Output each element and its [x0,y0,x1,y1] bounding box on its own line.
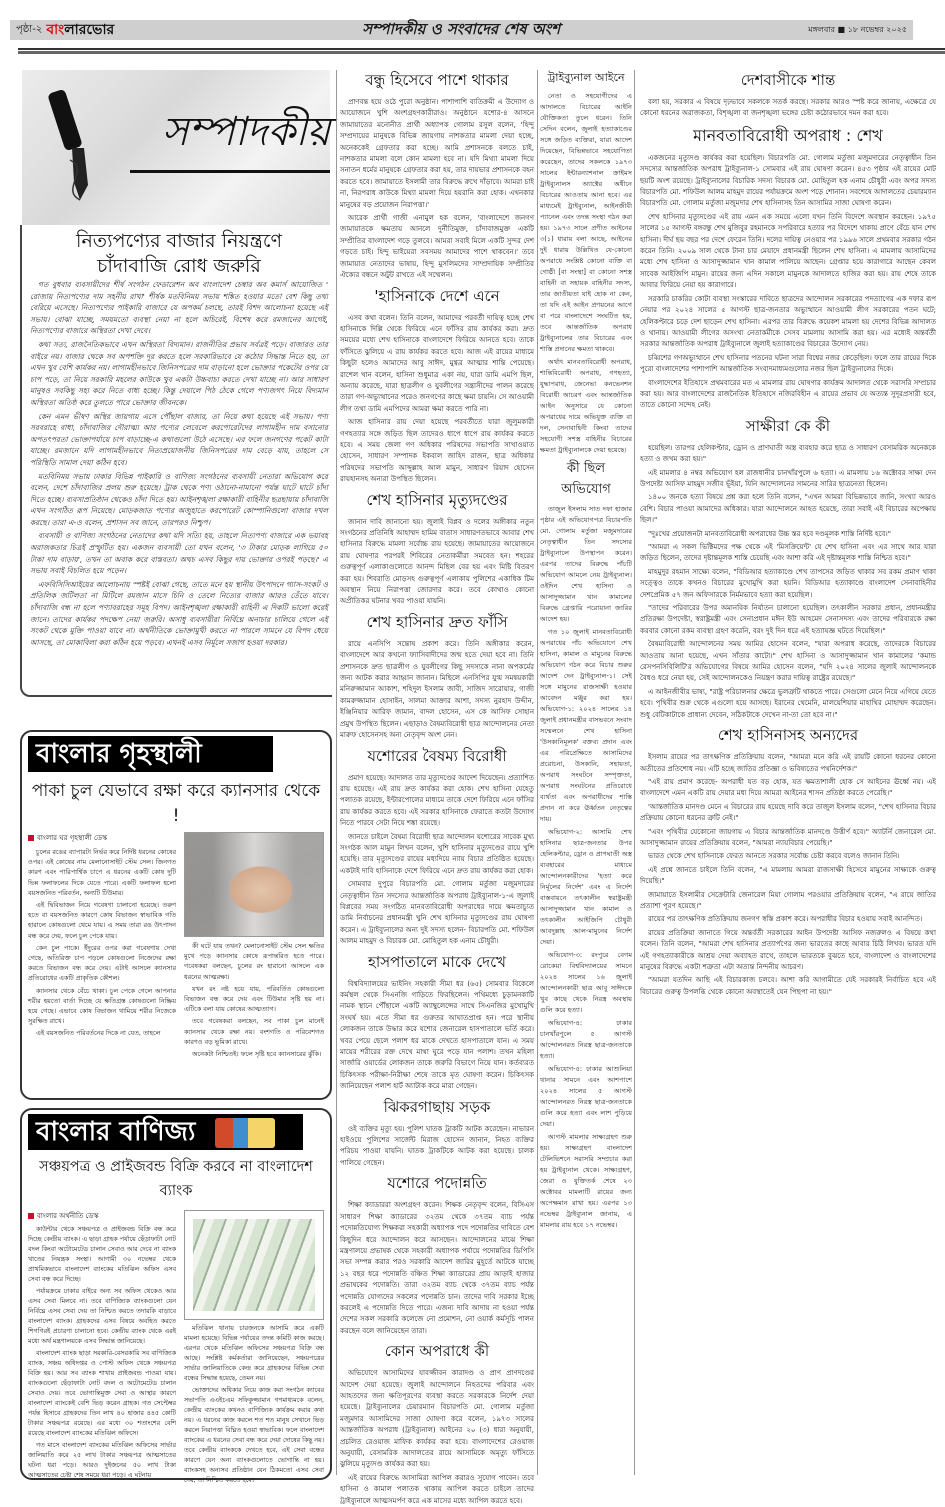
story-paragraph: ইসলাম রায়ের পর তাৎক্ষণিক প্রতিক্রিয়ায় বলেন, "আমরা মনে করি এই রায়টি কোনো ধরনের কোনো অতীতের প্রতিশোধ নয়। এটি হচ্ছে জাতির প্রতিজ্ঞা ও ভবিষ্যতের পথনির্দেশক।" [640,753,936,773]
verdict-column [640,66,936,1476]
editorial-title-line1: নিত্যপণ্যের বাজার নিয়ন্ত্রণে [76,230,282,252]
story-paragraph: আরেক প্রার্থী গাজী এনামুল হক বলেন, 'বাংলাদেশে জনগণ জামায়াতকে ক্ষমতায় আনলে দুর্নীতিমুক্ত, চাঁদাবাজমুক্ত একটি সম্প্রীতির বাংলাদেশ গড়ে তুলবে। আমরা সবাই মিলে একটি সুন্দর দেশ গড়তে চাই। হিন্দু ভাইয়েরা সবসময় আমাদের পাশে থাকবেন।' তবে জামায়াত নেতাদের ভাষায়, হিন্দু মুসলিমদের সাম্প্রদায়িক সম্প্রীতির ঐক্যের বন্ধনে অটুট রাখতে এই সম্মেলন। [340,214,534,280]
story-paragraph: প্রমাণ হয়েছে। আদালত তার মৃত্যুদণ্ডের আদেশ দিয়েছেন। প্রত্যাশিত রায় হয়েছে। এই রায় দ্রুত কার্যকর করা হোক। শেখ হাসিনা যেহেতু পলাতক রয়েছে, ইন্টারপোলের মাধ্যমে তাকে দেশে ফিরিয়ে এনে ফাঁসির রায় কার্যকর করতে হবে। এই সরকার হাসিনাকে ফেরাতে কতটা উদ্যোগ নিতে পারবে সেটা নিয়ে শঙ্কা রয়েছে। [340,773,534,828]
byline-marker-icon [28,1213,34,1219]
household-section [20,730,332,1100]
story-paragraph: বাংলাদেশের ইতিহাসে প্রথমবারের মত এ মামলার রায় ঘোষণার কার্যক্রম আদালত থেকে সরাসরি সম্প্রচার করা হয়। আর বাংলাদেশের রাজনৈতিক ইতিহাসে নজিরবিহীন এ রায়ের প্রভাব যে অত্যন্ত সুদূরপ্রসারী হবে, তাতে কোনো সন্দেহ নেই। [640,378,936,410]
grey-hair-woman-image [184,832,324,937]
story-paragraph: জানান দাবি জানানো হয়। জুলাই বিপ্লব ও দলের অঙ্গীকার নতুন সংগঠনের প্রতিনিধি আহাম্মদ হামিম বাতাস সাধারণতভাবে আবার শেখ হাসিনার বিরুদ্ধে মামলা সর্বোচ্চ রায় হয়েছে। জামায়াতের আয়োজনে রায় ঘোষণার পরপরই শিবিরের নেতাকর্মীরা সমবেত হন। শহরের গুরুত্বপূর্ণ এলাকাগুলোতে আনন্দ মিছিল বের হয় এবং মিষ্টি বিতরণ করা হয়। শিবরাতি মোড়সহ গুরুত্বপূর্ণ এলাকায় পুলিশের একাধিক টিম অবস্থান নিয়ে নিরাপত্তা জোরদার করে। তবে কোথাও কোনো অপ্রীতিকর ঘটনার খবর পাওয়া যায়নি। [340,517,534,606]
business-chart-icon [215,1118,275,1148]
story-paragraph: আজ হাসিনার রায় দেয়া হয়েছে পরবর্তীতে যারা জুলুমকারী গণহত্যার সঙ্গে জড়িত ছিল তাদেরও ধাপে ধাপে রায় কার্যকর করতে হবে। এ সময় জেলা গণ অধিকার পরিষদের সভাপতি সাখাওয়াত হোসেন, সাধারণ সম্পাদক ইকবাল জাহিদ রাজন, ছাত্র অধিকার পরিষদের সভাপতি আব্দুল্লাহ আল মামুন, সাধারণ রিয়াদ হোসেন রায়হানসহ অন্যরা উপস্থিত ছিলেন। [340,418,534,484]
household-paragraph: কী ঘটে যায় তখন? মেলানোসাইট স্টেম সেল ক্ষতির মুখে পড়ে ক্যানসার কোষে রূপান্তরিত হতে পারে। গবেষকরা বলছেন, চুলের রং হারানো আসলে এক ধরনের আত্মরক্ষা। [184,942,324,981]
story-paragraph: রায়ের পর তাৎক্ষণিক প্রতিক্রিয়ায় জনগণ স্বস্তি প্রকাশ করে। অপরাধীর বিচার হওয়ায় সবাই আনন্দিত। [648,915,923,924]
savings-certificates-image [184,1210,324,1320]
story-paragraph: অভিযোগ-৫: ঢাকার আশুলিয়া থানার সামনে এবং আশপাশে ২০২৪ সালের ৫ আগস্ট আন্দোলনরত নিরস্ত্র ছাত্র-জনতাকে গুলি করে হত্যা এবং লাশ পুড়িয়ে দেয়া। [540,1065,632,1128]
story-paragraph: "দুঃখের প্রয়োজনটা মানবতাবিরোধী অপরাধের উচ্চ স্তর হবে দণ্ডমূলক শাস্তি নির্দিষ্ট হবে।" [648,529,892,538]
editorial-paragraph: কেন এমন ভীষণ অস্থির জায়গায় এসে পৌঁছাল বাজার, তা নিয়ে কথা হয়েছে এই সভায়। পণ্য সরবরাহে বাধা, চাঁদাবাজির দৌরাত্ম্য আর পণ্যের লেবেলে করপোরেটদের লাগামহীন দাম বসানোর অপতৎপরতা ভোক্তাপর্যায়ে চাপ বাড়াচ্ছে-এ কথাগুলো উঠে এসেছে। এর ফলে জনগণের পকেট কাটা যাচ্ছে। রমজানে যদি লাগামহীনভাবে নিত্যপ্রয়োজনীয় জিনিসপত্রের দাম বেড়ে যায়, তাহলে সে পরিস্থিতি সামাল দেয়া কঠিন হবে। [30,411,328,467]
editorial-body [30,279,328,648]
commerce-right-text [184,1324,324,1486]
story-paragraph: শেখ হাসিনার মৃত্যুদণ্ডের এই রায় এমন এক সময়ে এলো যখন তিনি বিদেশে অবস্থান করছেন। ১৯৭৫ সালের ১৫ আগস্ট বঙ্গবন্ধু শেখ মুজিবুর রহমানকে সপরিবারে হত্যার পর বিদেশে থাকায় প্রাণে বেঁচে যান শেখ হাসিনা। দীর্ঘ ছয় বছর পর দেশে ফেরেন তিনি। দলের দায়িত্ব নেওয়ার পর ১৯৯৬ সালে প্রথমবার সরকার গঠন করেন তিনি। ২০০৯ সাল থেকে টানা চার মেয়াদে প্রধানমন্ত্রী ছিলেন শেখ হাসিনা। এ মামলায় আসামিদের মধ্যে শেখ হাসিনা ও আসাদুজ্জামান খান কামাল পালিয়ে আছেন। গ্রেপ্তার হয়ে কারাগারে আছেন কেবল সাবেক আইজিপি মামুন। রায়ের জন্য এদিন সকালে মামুনকে আদালতে হাজির করা হয়। রায় শেষে তাকে আবার ফিরিয়ে নেয়া হয় কারাগারে। [640,212,936,290]
story-body [340,979,534,1093]
story-paragraph: "আমরা যতদিন আছি এই বিচারকাজ চলবে। আশা করি আগামীতে যেই সরকারই নির্বাচিত হবে এই বিচারের গুরুত্ব উপলব্ধি থেকে কোনো অবস্থাতেই যেন পিছপা না হয়।" [640,976,936,996]
story-body [640,443,936,721]
story-heading[interactable]: শেখ হাসিনার দ্রুত ফাঁসি [366,612,508,631]
household-paragraph: কেন চুল পাকে। ইঁদুরের ওপর করা গবেষণায় দেখা গেছে, অতিরিক্ত চাপ পড়লে কোষগুলো নিজেদের রক্ষা করতে বিভাজন বন্ধ করে দেয়। এটাই আসলে ক্যানসার প্রতিরোধের একটি প্রাকৃতিক কৌশল। [28,943,176,983]
column-divider [336,70,337,1475]
story-body [340,97,534,282]
story-heading[interactable]: শেখ হাসিনার মৃত্যুদণ্ডের [366,490,508,509]
story-paragraph: অভিযোগ-৩: রংপুরে বেগম রোকেয়া বিশ্ববিদ্যালয়ের সামনে ২০২৪ সালের ১৬ জুলাই আন্দোলনকারী ছাত্র আবু সাঈদকে খুব কাছে থেকে নিরস্ত্র অবস্থায় গুলি করে হত্যা। [540,951,632,1014]
commerce-byline [28,1210,176,1222]
story-paragraph: "এই রায় প্রমাণ করেছে- অপরাধী যত বড় হোক, যত ক্ষমতাশালী হোক সে আইনের ঊর্ধ্বে নয়। এই বাংলাদেশে এমন একটি রায় দেয়ার মধ্য দিয়ে আমরা আইনের শাসন প্রতিষ্ঠা করতে পেরেছি।" [640,777,936,798]
story-paragraph: "আমরা এ সকল ভিক্টিমদের পক্ষ থেকে এই 'মিসক্রিয়েন্ট' যে শেখ হাসিনা এবং এর সাথে আর যারা জড়িত ছিলেন, তাদের দৃষ্টান্তমূলক শাস্তি চেয়েছি এবং আশা করি এই দৃষ্টান্তমূলক শাস্তি নিশ্চিত হবে।" [640,543,936,563]
story-paragraph: "এবং পৃথিবীর যেকোনো জায়গায় এ বিচার আন্তর্জাতিক মানদণ্ডে উত্তীর্ণ হবে।" অ্যাটর্নি জেনারেল মো. আসাদুজ্জামান রায়ের প্রতিক্রিয়ায় বলেন, "আমরা ন্যায়বিচার পেয়েছি।" [640,827,936,847]
story-heading[interactable]: মানবতাবিরোধী অপরাধ : শেখ [693,125,883,145]
commerce-paragraph: কাউন্টার থেকে সঞ্চয়পত্র ও প্রাইজবন্ড বিক্রি বন্ধ করে দিচ্ছে কেন্দ্রীয় ব্যাংক। এ ছাড়া গ্রাহক পর্যায়ে ছেঁড়াফাটা নোট বদল কিংবা অটোমেটেড চালান সেবাও আর দেবে না ব্যাংক খাতের নিয়ন্ত্রক সংস্থা। আগামী ৩০ নভেম্বর থেকে প্রাথমিকভাবে বাংলাদেশ ব্যাংকের মতিঝিল অফিস এসব সেবা বন্ধ করে দিচ্ছে। [28,1226,176,1283]
story-paragraph: ওই ব্যক্তির মৃত্যু হয়। পুলিশ ঘাতক ট্রাকটি আটক করেছেন। নাভারন হাইওয়ে পুলিশের সার্জেন্ট মিরাজ হোসেন জানান, নিহত ব্যক্তির পরিচয় পাওয়া যায়নি। ঘাতক ট্রাকটিকে আটক করা হয়েছে। চালক পালিয়ে গেছেন। [340,1124,534,1167]
masthead-left [16,18,114,42]
household-left-col [28,832,176,1061]
commerce-paragraph: বাংলাদেশ ব্যাংক ছাড়া সরকারি-বেসরকারি সব বাণিজ্যিক ব্যাংক, সঞ্চয় অধিদপ্তর ও পোস্ট অফিস থেকে সঞ্চয়পত্র বিক্রি হয়। আর সব ব্যাংক শাখায় প্রাইজবন্ড পাওয়া যায়। ব্যাংকগুলো ছেঁড়াফাটা নোট বদল ও অটোমেটেড চালান সেবাও দেয়। তবে ভোগান্তিমুক্ত সেবা ও আস্থার কারণে বাংলাদেশ ব্যাংকেই বেশি ভিড় করেন গ্রাহক। গত সেপ্টেম্বর পর্যন্ত হিসাবে গ্রাহকদের তিন লাখ ৪০ হাজার ৪৪৫ কোটি টাকার সঞ্চয়পত্র রয়েছে। এর মধ্যে ৩০ শতাংশের বেশি রয়েছে বাংলাদেশ ব্যাংকের মতিঝিল অফিসে। [28,1350,176,1437]
household-paragraph: তবে গবেষকরা বলছেন, সব পাকা চুল মানেই ক্যানসার থেকে রক্ষা নয়। বংশগতি ও পরিবেশগত কারণও বড় ভূমিকা রাখে। [184,1017,324,1046]
editorial-banner [22,70,330,225]
section-title: সম্পাদকীয় ও সংবাদের শেষ অংশ [362,19,561,38]
household-right-text [184,941,324,1059]
story-body [340,773,534,948]
story-heading[interactable]: 'হাসিনাকে দেশে এনে [374,286,500,305]
brand-logo-part1: বাং [46,22,65,38]
story-paragraph: জামায়াতে ইসলামীর সেক্রেটারি জেনারেল মিয়া গোলাম পরওয়ার প্রতিক্রিয়ায় বলেন, "এ রায়ে জাতির প্রত্যাশা পূরণ হয়েছে।" [640,890,936,910]
story-paragraph: মাহমুদুর রহমান সাক্ষ্যে বলেন, "বিডিআর হত্যাকাণ্ডে শেখ তাপসের জড়িত থাকার সব রকম প্রমাণ থাকা সত্ত্বেও তাকে কখনও বিচারের মুখোমুখি করা হয়নি। বিডিআর হত্যাকাণ্ডে বাংলাদেশ সেনাবাহিনীর দেশপ্রেমিক ৫৭ জন অফিসারকে নির্মমভাবে হত্যা করা হয়েছিল। [640,567,936,599]
story-paragraph: অভিযোগ-৪: ঢাকার চানখাঁরপুলে ৫ আগস্ট আন্দোলনরত নিরস্ত্র ছাত্র-জনতাকে হত্যা। [540,1019,632,1060]
story-paragraph: রায়ে এনসিপি সন্তোষ প্রকাশ করে। তিনি অঙ্গীকার করেন, বাংলাদেশে আর কখনো ফ্যাসিবাদীদের জন্ম হতে দেয়া হবে না। তিনি প্রশাসনকে দ্রুত ছাত্রলীগ ও যুবলীগের কিছু সদস্যকে নানা অপকর্মের জন্য আটক করার আহ্বান জানান। মিছিলে এনসিপির যুগ্ম সমন্বয়কারী মনিরুজ্জামান আকাশ, শহিদুল ইসলাম জাবী, সাজিদ সারোয়ার, গাজী কামরুজ্জামান হোসাইন, সালমা আক্তার আশা, সদস্য নুরহাদ উদ্দীন, ইঞ্জিনিয়ার আরিফ জামান, বাদল হোসেন, এস কে আসিফ সোহান প্রমুখ উপস্থিত ছিলেন। এছাড়াও বৈষম্যবিরোধী ছাত্র আন্দোলনের নেতা মারুফ হোসেনসহ অন্য নেতৃবৃন্দ অংশ নেন। [340,639,534,740]
editorial-paragraph: এফবিসিসিআইয়ের আলোচনায় স্পষ্টই বোঝা গেছে, তাতে মনে হয় স্থানীয় উৎপাদনে গ্যাস-সংকট ও প্রতিলিক জটিলতা না মিটিলে রমজান মাসে চিনি ও তেলে নিত্যের বাজার আরও তেঁতে যাবে। চাঁদাবাজি বন্ধ না হলে পণ্যাবরাহের সমূহ বিপদ। আইনশৃঙ্খলা রক্ষাকারী বাহিনী এ দিকটি ভালো করেই জানে। তাদের কার্যকর পদক্ষেপ নেয়া জরুরি। অসাধু ব্যবসায়ীরা নির্বিঘ্নে অনাচার চালিয়ে গেলে এই সংকট থেকে মুক্তি পাওয়া যাবে না। অর্থনীতিকে ভোক্তামুখী করতে না পারলে সামনে যে বিপদ ধেয়ে আসছে, তা মোকাবিলা করা কঠিন হয়ে পড়বে। এখনই এসব নির্মূলে সজাগ হওয়া দরকার। [30,579,328,647]
household-section-name: বাংলার গৃহস্থালী [36,739,202,769]
story-paragraph: গত ১০ জুলাই মানবতাবিরোধী অপরাধের পাঁচ অভিযোগে শেখ হাসিনা, কামাল ও মামুনের বিরুদ্ধে অভিযোগ গঠন করে বিচার শুরুর আদেশ দেন ট্রাইব্যুনাল-১। সেই সঙ্গে মামুনের রাজসাক্ষী হওয়ার আবেদন মঞ্জুর করা হয়। অভিযোগ-১: ২০২৪ সালের ১৪ জুলাই প্রধানমন্ত্রীর বাসভবনে সংবাদ সম্মেলনে শেখ হাসিনা 'উসকানিমূলক' বক্তব্য প্রদান এবং এর পরিপ্রেক্ষিতে আসামিদের প্ররোচনা, উসকানি, সহায়তা, অপরাধ সংঘটনে সম্পৃক্ততা, অপরাধ সংঘটনের প্রতিরোধে ব্যর্থতা এবং অপরাধীদের শাস্তি প্রদান না করে ঊর্ধ্বতন নেতৃত্বের দায়। [540,628,633,823]
story-body [340,517,534,608]
column-divider [634,70,635,1475]
issue-date: মঙ্গলবার ■ ১৮ নভেম্বর ২০২৫ [808,24,907,34]
masthead-rule [18,48,945,54]
commerce-paragraph: ভোক্তাদের অধিকার নিয়ে কাজ করা সংগঠন ক্যাবের সভাপতি এএইচএম সফিকুজ্জামান গণমাধ্যমকে বলেন, কেন্দ্রীয় ব্যাংকের কখনও বাণিজ্যিক কার্যক্রম করার কথা নয়। এ ধরনের কাজ করলে শত শত মানুষ সেখানে ভিড় করলে নিরাপত্তা বিঘ্নিত হওয়া স্বাভাবিক। ফলে বাংলাদেশ ব্যাংকের এ ধরনের সেবা বন্ধ করে দেয়া দোষের কিছু নয়। তবে কেন্দ্রীয় ব্যাংককে দেখতে হবে, এই সেবা বন্ধের কারণে যেন অন্য ব্যাংকগুলোতে ভোগান্তি না হয়। ব্যাংকসহ অন্যসব প্রতিষ্ঠান যেন ঠিকমতো এসব সেবা দেয়, তা নিশ্চিত করতে হবে। [184,1387,324,1484]
story-paragraph: অভিযোগ-২: আসামি শেখ হাসিনার ছাত্র-জনতার উপর হেলিকপ্টার, ড্রোন ও প্রাণঘাতী অস্ত্র ব্যবহারের মাধ্যমে আন্দোলনকারীদের 'হত্যা করে নির্মূলের নির্দেশ' এবং এ নির্দেশ বাস্তবায়নে তৎকালীন স্বরাষ্ট্রমন্ত্রী আসাদুজ্জামান খান কামাল ও তৎকালীন আইজিপি চৌধুরী আবদুল্লাহ আল-মামুনের নির্দেশ দেয়া। [540,828,632,946]
household-paragraph: চুলের রঙের ব্যাপারটা নির্ভর করে নির্দিষ্ট ধরনের কোষের ওপর। এই কোষের নাম মেলানোসাইট স্টেম সেল। জিনগত কারণ এবং পারিপার্শ্বিক চাপে এ ধরনের একটি কোষ দুটি ভিন্ন ফলাফলের দিকে যেতে পারে। একটি ফলাফল হলো বয়সজনিত পরিবর্তন, অন্যটি টিউমার। [28,848,176,897]
story-paragraph: সরকারি চাকরির কোটা ব্যবস্থা সংস্কারের দাবিতে ছাত্রদের আন্দোলন সরকারের পদত্যাগের এক দফার রূপ নেয়ার পর ২০২৪ সালের ৫ আগস্ট ছাত্র-জনতার অভ্যুত্থানে আওয়ামী লীগ সরকারের পতন ঘটে; হেলিকপ্টারে চড়ে দেশ ছাড়েন শেখ হাসিনা। এরপর তার বিরুদ্ধে কয়েকশ মামলা হয় দেশের বিভিন্ন আদালত ও থানায়। আওয়ামী লীগের অসংখ্য নেতাকর্মীকে সেসব মামলায় আসামি করা হয়। এর মধ্যেই অন্তর্বর্তী সরকার আন্তর্জাতিক অপরাধ ট্রাইব্যুনালে জুলাই হত্যাকাণ্ডের বিচারের উদ্যোগ নেয়। [640,294,936,349]
story-paragraph: আগস্ট মামলার সাক্ষ্যগ্রহণ শুরু হয়। সাক্ষ্যগ্রহণ বাংলাদেশ টেলিভিশনে সরাসরি সম্প্রচার করা হয় ট্রাইব্যুনাল থেকে। সাক্ষ্যগ্রহণ, জেরা ও যুক্তিতর্ক শেষে ২৩ অক্টোবর মামলাটি রায়ের জন্য অপেক্ষমান রাখা হয়। এরপর ১৩ নভেম্বর ট্রাইব্যুনাল জানায়, এ মামলার রায় হবে ১৭ নভেম্বর। [540,1133,632,1229]
story-paragraph: ভারত থেকে শেখ হাসিনাকে ফেরত আনতে সরকার সর্বোচ্চ চেষ্টা করবে বলেও জানান তিনি। [648,852,900,861]
story-paragraph: চব্বিশের গণঅভ্যুত্থানে শেখ হাসিনার পতনের ঘটনা সারা বিশ্বের নজর কেড়েছিল। ফলে তার রায়ের দিকে পুরো বাংলাদেশের পাশাপাশি আন্তর্জাতিক সংবাদমাধ্যমগুলোর নজর ছিল ট্রাইব্যুনালের দিকে। [640,353,936,374]
household-left-text [28,847,176,1039]
commerce-paragraph: গত মাসে বাংলাদেশ ব্যাংকের মতিঝিল অফিসের সার্ভার জালিয়াতি করে ২৫ লাখ টাকার সঞ্চয়পত্র আত্মসাতের ঘটনা ধরা পড়ে। আরও দুইজনের ৫০ লাখ টাকা আত্মসাতের চেষ্টা শেষ সময়ে ধরা পড়ে। এ ঘটনায় [28,1442,176,1479]
story-paragraph: শিক্ষা ক্যাডাররা অংশগ্রহণ করেন। শিক্ষক নেতৃবৃন্দ বলেন, বিসিএস সাধারণ শিক্ষা ক্যাডারের ৩২তম থেকে ৩৭তম ব্যাচ পর্যন্ত পদোন্নতিযোগ্য শিক্ষকরা সহকারী অধ্যাপক পদে পদোন্নতির দাবিতে বেশ কিছুদিন ধরে আন্দোলন করে আসছেন। আন্দোলনের মাঝে শিক্ষা মন্ত্রণালয়ে প্রভাষক থেকে সহকারী অধ্যাপক পর্যায়ে পদোন্নতির ডিপিসি সভা সম্পন্ন করার পরও সরকারি আদেশ জারির মুহূর্তে আটকে যাচ্ছে ১২ বছর ধরে পদোন্নতি বঞ্চিত শিক্ষা ক্যাডারের প্রায় আড়াই হাজার প্রভাষকের পদোন্নতি। তারা ৩২তম ব্যাচ থেকে ৩৭তম ব্যাচ পর্যন্ত পদোন্নতি যোগ্যদের সকলের পদোন্নতি চান। তাদের দাবি সরকার ইচ্ছে করলেই এ পদোন্নতি দিতে পারে। এজন্য দাবি আদায় না হওয়া পর্যন্ত দেশের সকল সরকারি কলেজে নো প্রমোশন, নো ওয়ার্ক কর্মসূচি পালন করছেন বলে জানিয়েছেন তারা। [340,1201,534,1335]
story-heading[interactable]: কী ছিল অভিযোগ [561,461,611,497]
household-paragraph: যখন রং নষ্ট হয়ে যায়, পরিবর্তিত কোষগুলো বিভাজন বন্ধ করে দেয় এবং টিউমার সৃষ্টি হয় না। এটিকে বলা যায় কোষের আত্মত্যাগ। [184,984,324,1014]
story-paragraph: বৈষম্যবিরোধী আন্দোলনের সময় আমির হোসেন বলেন, "যারা অপরাধ করেছে, তাদেরকে বিচারের আওতায় আনা হয়েছে, এখন সাঁতার কাটো।" শেখ হাসিনা ও আসাদুজ্জামান খান কামালের 'কমান্ড রেসপনসিবিলিটি'র অভিযোগের বিষয়ে আমির হোসেন বলেন, "যদি ২০২৪ সালের জুলাই আন্দোলনকে বৈধও ধরে নেয়া হয়, সেই আন্দোলনকেও নিয়ন্ত্রণ করার দায়িত্ব রাষ্ট্রের রয়েছে।" [640,640,936,683]
story-paragraph: অর্থাৎ মানবতাবিরোধী অপরাধ, শান্তিবিরোধী অপরাধ, গণহত্যা, যুদ্ধাপরাধ, জেনেভা কনভেনশন বিরোধী আচরণ এবং আন্তর্জাতিক আইন অনুসারে যে কোনো অপরাধের দায়ে অভিযুক্ত ব্যক্তি বা দল, সেনাবাহিনী কিংবা তাদের সহযোগী সশস্ত্র বাহিনীর বিচারের ক্ষমতা ট্রাইব্যুনালকে দেয়া হয়েছে। [540,358,632,454]
brand-logo-part2: লারভোর [64,22,115,38]
household-body [28,832,324,1061]
story-body [340,1200,534,1337]
story-paragraph: হয়েছিল। তারপর হেলিকপ্টার, ড্রোন ও প্রাণঘাতী অস্ত্র ব্যবহার করে ছাত্র ও সাধারণ বেসামরিক অনেককে হত্যা ও জখম করা হয়।" [640,443,936,464]
story-heading[interactable]: যশোরের বৈষম্য বিরোধী [367,746,507,765]
story-paragraph: এই রায়ের বিরুদ্ধে আসামিরা আপিল করারও সুযোগ পাবেন। তবে হাসিনা ও কামাল পলাতক থাকায় আপিল করতে চাইলে তাদের ট্রাইব্যুনালে আত্মসমর্পণ করে এক মাসের মধ্যে আপিল করতে হবে। [340,1473,534,1505]
household-byline [28,832,176,844]
story-body [540,91,632,456]
byline-marker-icon [28,835,34,841]
household-paragraph: অনেকটা নিশ্চিতই। ফলে সৃষ্টি হবে ক্যানসারের ঝুঁকি। [192,1050,322,1059]
household-paragraph: এই বয়সজনিত পরিবর্তনের দিকে না যেত, তাহলে [36,1029,161,1038]
story-paragraph: অভিযোগে আসামিদের যাবজ্জীবন কারাদণ্ড ও প্রাণ প্রাণদণ্ডের আদেশ দেয়া হয়েছে। জুলাই আন্দোলনে নিহতদের পরিবার এবং আহতদের জন্য ক্ষতিপূরণের ব্যবস্থা করতে সরকারকে নির্দেশ দেয়া হয়েছে। ট্রাইব্যুনালের চেয়ারম্যান বিচারপতি মো. গোলাম মর্তুজা মজুমদার আসামিদের সাজা ঘোষণা করে বলেন, ১৯৭৩ সালের আন্তর্জাতিক অপরাধ (ট্রাইব্যুনাল) আইনের ২০ (৩) ধারা অনুযায়ী, প্রচলিত রেওয়াজ মাফিক কার্যকর করা হবে। বাংলাদেশের রেওয়াজ অনুযায়ী, বেসামরিক আদালতের রায়ে আসামিকে অমৃত্যু ফাঁসিতে ঝুলিয়ে মৃত্যুদণ্ড কার্যকর করা হয়। [340,1369,534,1469]
story-paragraph: তাজুল ইসলাম সাত দফা হাজার পৃষ্ঠার এই অভিযোগপত্র বিচারপতি মো. গোলাম মর্তুজা মজুমদারের নেতৃত্বাধীন তিন সদস্যের ট্রাইব্যুনালে উপস্থাপন করেন। এরপর তাদের বিরুদ্ধে পাঁচটি অভিযোগ আমলে নেয় ট্রাইব্যুনাল। ওইদিন শেখ হাসিনা ও আসাদুজ্জামান খান কামালের বিরুদ্ধে গ্রেপ্তারি পরোয়ানা জারির আদেশ হয়। [540,505,632,623]
story-paragraph: একজনের মৃত্যুদণ্ড কার্যকর করা হয়েছিল। বিচারপতি মো. গোলাম মর্তুজা মজুমদারের নেতৃত্বাধীন তিন সদস্যের আন্তর্জাতিক অপরাধ ট্রাইব্যুনাল-১ সোমবার এই রায় ঘোষণা করেন। ৪৫৩ পৃষ্ঠার এই রায়ের মোট ছয়টি অংশ রয়েছে। ট্রাইব্যুনালের বিচারিক সদস্য বিচারক মো. মোহিতুল হক এনাম চৌধুরী এবং অপর সদস্য বিচারপতি মো. শফিউল আলম মাহমুদ রায়ের পর্যায়ক্রমে অংশ পড়ে শোনান। সবশেষে আদালতের চেয়ারম্যান বিচারপতি মো. গোলাম মর্তুজা মজুমদার শেখ হাসিনাসহ তিন আসামির সাজা ঘোষণা করেন। [640,153,936,208]
story-body [340,639,534,742]
editorial-article [20,225,332,697]
tribunal-column [540,66,632,1476]
editorial-label: সম্পাদকীয় [162,109,331,155]
story-paragraph: প্রাণবন্ত হয়ে ওঠে পুরো অনুষ্ঠান। পাশাপাশি ব্যতিক্রমী এ উদ্যোগ ও আয়োজনে খুশি অংশগ্রহণকারীরাও। অনুষ্ঠানে যশোর-৪ আসনে জামায়াতের মনোনীত প্রার্থী অধ্যাপক গোলাম রসুল বলেন, 'হিন্দু সম্প্রদায়ের মানুষকে বিভিন্ন জায়গায় নাশকতার মামলা দেয়া হচ্ছে, অনেককেই গ্রেফতার করা হচ্ছে। আমি প্রশাসনকে বলতে চাই, নাশকতার মামলা বলে কোন মামলা হবে না। যদি মিথ্যা মামলা দিয়ে সনাতন ধর্মের মানুষকে গ্রেফতার করা হয়, তার দায়ভার প্রশাসনকে বহন করতে হবে। জামায়াতে ইসলামী তার বিরুদ্ধে রুখে দাঁড়াবে। আমরা চাই না, নিরপরাধ কাউকে মিথ্যা মামলা দিয়ে হয়রানি করা হোক। এখনকার মানুষের বড় প্রয়োজন নিরাপত্তা।' [340,98,534,209]
story-paragraph: এই প্রশ্নে জানতে চাইলে তিনি বলেন, "এ মামলায় আমরা রাজসাক্ষী হিসেবে মামুনের সাক্ষ্যকে গুরুত্ব দিয়েছি।" [640,865,936,886]
story-paragraph: নেতা ও সহযোগীদের এ আদালতে বিচারের আইনি যৌক্তিকতা তুলে ধরেন। তিনি সেদিন বলেন, জুলাই হত্যাকাণ্ডের সঙ্গে জড়িত ব্যক্তিরা, যারা আদেশ দিয়েছেন, বিভিন্নভাবে সহযোগিতা করেছেন, তাদের সকলকে ১৯৭৩ সালের ইন্টারন্যাশনাল ক্রাইমস ট্রাইব্যুনালস অ্যাক্টের অধীনে বিচারের আওতায় আনা হবে। এর মাধ্যমেই ট্রাইব্যুনাল, আইনজীবী প্যানেল এবং তদন্ত সংস্থা গঠন করা হয়। ১৯৭৩ সালে প্রণীত আইনের ৩(১) ধারায় বলা আছে, আইনের দুই ধারায় উল্লিখিত যে-কোনো অপরাধে সংশ্লিষ্ট কোনো ব্যক্তি বা গোষ্ঠী [বা সংস্থা] বা কোনো সশস্ত্র বাহিনী বা সহায়ক বাহিনীর সদস্য, তার জাতীয়তা যাই হোক না কেন, তা যদি এই আইন প্রণয়নের আগে বা পরে বাংলাদেশে সংঘটিত হয়, তবে আন্তর্জাতিক অপরাধ ট্রাইব্যুনালের তার বিচারের এবং শাস্তি প্রদানের ক্ষমতা থাকবে। [540,92,632,353]
household-paragraph: এই দ্বিবিভাজন নিয়ে গবেষণা চালানো হয়েছে। তরুণ হতে বা বয়সজনিত কারণে কোষ বিভাজন স্বাভাবিক গতি হারালে কোষগুলো থেমে যায়। এ সময় তারা রঙ উৎপাদন বন্ধ করে দেয়, ফলে চুল পেকে যায়। [28,901,176,940]
commerce-paragraph: পর্যায়ক্রমে ঢাকার বাইরে অন্য সব অফিস থেকেও আর এসব সেবা মিলবে না। তবে বাণিজ্যিক ব্যাংকগুলো যেন নির্বিঘ্নে এসব সেবা দেয় তা নিশ্চিত করতে তদারকি বাড়াবে বাংলাদেশ ব্যাংক। গ্রাহকদের এসব বিষয়ে অবহিত করতে শিগগিরই প্রচারণা চালানো হবে। কেন্দ্রীয় ব্যাংক থেকে এরই মধ্যে অর্থ মন্ত্রণালয়কে এসব সিদ্ধান্ত জানিয়েছে। [28,1288,176,1345]
commerce-byline-text: বাংলার অর্থনীতি ডেস্ক [37,1212,99,1220]
story-body [640,153,936,412]
household-section-bar [28,736,273,772]
story-heading[interactable]: শেখ হাসিনাসহ অন্যদের [717,726,859,745]
commerce-headline[interactable]: সঞ্চয়পত্র ও প্রাইজবন্ড বিক্রি করবে না বাংলাদেশ ব্যাংক [39,1159,313,1199]
story-heading[interactable]: বন্ধু হিসেবে পাশে থাকার [365,71,509,89]
story-body [540,504,632,1231]
story-body [340,313,534,486]
commerce-left-text [28,1225,176,1481]
column-divider [537,70,538,1475]
household-byline-text: বাংলার ঘর গৃহস্থালী ডেস্ক [37,834,108,842]
commerce-left-col [28,1210,176,1488]
brand-logo[interactable] [46,18,114,42]
story-body [340,1124,534,1170]
story-paragraph: 'আন্তর্জাতিক মানদণ্ড মেনে এ বিচারের রায় হয়েছে দাবি করে তাজুল ইসলাম বলেন, "শেখ হাসিনার বিচার প্রক্রিয়ায় কোনো ধরনের ত্রুটি নেই।" [640,802,936,823]
editorial-paragraph: ব্যবসায়ী ও বাণিজ্য সংগঠনের নেতাদের কথা যদি সত্যি হয়, তাহলে নিত্যপণ্য বাজারে এক ভয়াবহ অরাজকতার চিত্রই প্রস্ফুটিত হয়। একজন ব্যবসায়ী তো যখন বলেন, '৩ টাকার মোড়ক লাগিয়ে ৫০ টাকা দাম বাড়ায়', তখন তা অবাক করে বাস্তবতা। অথচ এসব কিছুর দায় ভোক্তার ওপরই পড়ছে।' এ সভায় সবাই বিচলিত হয়ে পড়েন। [30,531,328,576]
story-body [340,1368,534,1507]
editorial-paragraph: কথা সত্য, রাজনৈতিকভাবে এখন অস্থিরতা বিদ্যমান। রাজনীতির প্রভাব সর্বত্রই পড়ে। বাজারও তার বাইরে নয়। বাজার থেকে সব অপশক্তি দূর করতে হলে সরকারিভাবে যে কঠোর সিদ্ধান্ত নিতে হয়, তা এখন খুব বেশি কার্যকর নয়। লাগামহীনভাবে জিনিসপত্রের দাম বাড়ানো হলে ভোক্তার পকেটের ওপর যে চাপ পড়ে, তা নিয়ে সরকারি মহলের কাউকে খুব একটা উচ্চবাচ্য করতে দেখা যাচ্ছে না। আর সাধারণ মানুষও সবকিছু সহ্য করে নিতে বাধ্য হচ্ছে। কিন্তু দেয়ালে পিঠ ঠেকে গেলে পণ্যজগৎ নিয়ে বিদ্যমান অস্থিরতা অতিষ্ঠ করে তুলতে পারে ভোক্তার জীবনকে। [30,339,328,407]
story-paragraph: ১৪০০ জনকে হত্যা বিষয়ে প্রশ্ন করা হলে তিনি বলেন, "এখন আমরা বিভিন্নভাবে জানি, সংখ্যা আরও বেশি। বিচার পাওয়া আমাদের অধিকার। যারা আন্দোলনে আহত হয়েছে, তারা সবাই এই বিচারের অপেক্ষায় ছিল।" [640,493,936,525]
page-label: পৃষ্ঠা-২ [16,23,43,35]
story-heading[interactable]: ট্রাইব্যুনাল আইনে [547,71,625,84]
story-heading[interactable]: যশোরে পদোন্নতি [387,1174,487,1193]
commerce-section-name: বাংলার বাণিজ্য [36,1117,196,1147]
story-heading[interactable]: হাসপাতালে মাকে দেখে [367,952,507,971]
continued-stories-column [340,66,534,1505]
household-right-col [184,832,324,1061]
story-paragraph: এই মামলার ৪ নম্বর অভিযোগ হল রাজধানীর চানখাঁরপুলে ৬ হত্যা। এ মামলায় ১৬ অক্টোবর সাক্ষ্য দেন উপদেষ্টা আসিফ মাহমুদ সজীব ভূঁইয়া, যিনি আন্দোলনের সামনের সারির ছাত্রনেতা ছিলেন। [640,468,936,488]
editorial-paragraph: মতবিনিময় সভায় ঢাকার বিভিন্ন পাইকারি ও বাণিজ্য সংগঠনের ব্যবসায়ী নেতারা অভিযোগ করে বলেন, দেশে চাঁদাবাজির প্রলয় শুরু হয়েছে। ট্রাক থেকে পণ্য ওঠানো-নামানো পর্যন্ত ঘাটে ঘাটে চাঁদা দিতে হচ্ছে। ব্যবসাপ্রতিষ্ঠান থেকেও চাঁদা দিতে হয়। আইনশৃঙ্খলা রক্ষাকারী বাহিনীর ছত্রছায়ায় চাঁদাবাজি এখন সংগঠিত রূপ নিয়েছে। মোড়কজাত পণ্যের অজুহাতে করপোরেট কোম্পানিগুলো বাজার দখল করছে। তারা এ-ও বলেন, প্রশাসন সব জানে, তারপরও নিশ্চুপ। [30,471,328,527]
story-body [640,752,936,998]
story-heading[interactable]: সাক্ষীরা কে কী [745,416,831,435]
story-paragraph: এ আইনজীবীর ভাষ্য, "রাষ্ট্র পরিচালনার ক্ষেত্রে ভুলত্রুটি থাকতে পারে। সেগুলো মেনে নিয়ে এগিয়ে যেতে হবে। পৃথিবীর শুরু থেকে এগুলো হয়ে আসছে। ইরানের থেমেনি, মালয়েশিয়ার মাহাথির মোহাম্মদ করেছেন। শুধু বেটিকাটাকে প্রাধান্য দেবেন, সঠিকটাকে দেখেন না-তা তো হবে না।" [640,687,937,719]
story-paragraph: বিশ্ববিদ্যালয়ের ভাইনিং সহকারী সীমা ধর (৬৫) সোমবার বিকেলে কর্মস্থল থেকে সিএনজি গাড়িতে ফিরছিলেন। পথিমধ্যে চুড়ামনকাটি নামক স্থানে পৌঁছালে একটি অ্যাম্বুলেন্সের সাথে সিএনজির মুখোমুখি সংঘর্ষ হয়। এতে সীমা ধর গুরুতর আঘাতপ্রাপ্ত হন। পরে স্থানীয় লোকজন তাকে উদ্ধার করে যশোর জেনারেল হাসপাতালে ভর্তি করে। খবর পেয়ে ছেলে পলাশ ধর মাকে দেখতে হাসপাতালে যান। এ সময় মায়ের শরীরের রক্ত দেখে মাথা ঘুরে পড়ে যান পলাশ। তখন মহিলা সার্জারি ওয়ার্ডের লোকজন তাকে জরুরি বিভাগে নিয়ে যান। কর্তব্যরত চিকিৎসক পরীক্ষা-নিরীক্ষা শেষে তাকে মৃত ঘোষণা করেন। চিকিৎসক জানিয়েছেন পলাশ হার্ট অ্যাটাক করে মারা গেছেন। [340,979,534,1091]
story-heading[interactable]: কোন অপরাধে কী [384,1342,490,1361]
editorial-underline [130,170,330,173]
editorial-title-line2: চাঁদাবাজি রোধ জরুরি [97,255,261,277]
story-paragraph: রায়ের প্রতিক্রিয়া জানাতে গিয়ে অন্তর্বর্তী সরকারের আইন উপদেষ্টা আসিফ নজরুলও এ বিষয়ে কথা বলেন। তিনি বলেন, "আমরা শেখ হাসিনার প্রত্যার্পণের জন্য ভারতের কাছে আবার চিঠি লিখব। ভারত যদি এই গণহত্যাকারীকে আশ্রয় দেয়া অব্যাহত রাখে, তাহলে ভারতকে বুঝতে হবে, বাংলাদেশ ও বাংলাদেশের মানুষের বিরুদ্ধে একটা শত্রুতা এটা অত্যন্ত নিন্দনীয় আচরণ। [640,928,936,971]
commerce-right-col [184,1210,324,1488]
story-paragraph: সোমবার দুপুরে বিচারপতি মো. গোলাম মর্তুজা মজুমদারের নেতৃত্বাধীন তিন সদস্যের আন্তর্জাতিক অপরাধ ট্রাইব্যুনাল-১-এ জুলাই বিপ্লবের সময় সংগঠিত মানবতাবিরোধী অপরাধের দায়ে ক্ষমতাচ্যুত ডামি নির্বাচনের প্রধানমন্ত্রী খুনি শেখ হাসিনার মৃত্যুদণ্ডের রায় ঘোষণা করেন। এ ট্রাইব্যুনালের অন্য দুই সদস্য হলেন- বিচারপতি মো. শফিউল আলম মাহমুদ ও বিচারক মো. মোহিতুল হক এনাম চৌধুরী। [340,880,534,946]
commerce-paragraph: মতিঝিল থানায় চারজনকে আসামি করে একটি মামলা হয়েছে। বিভিন্ন পর্যায়ের তদন্ত কমিটি কাজ করছে। এরপর থেকে মতিঝিল অফিসের সঞ্চয়পত্র বিক্রি বন্ধ আছে। সংশ্লিষ্ট কর্মকর্তারা জানিয়েছেন, সঞ্চয়পত্রের সার্ভার জালিয়াতিকে কেন্দ্র করে গ্রাহকদের বিভিন্ন সেবা বন্ধের সিদ্ধান্ত হয়েছে, তেমন নয়। [184,1325,324,1382]
story-heading[interactable]: দেশবাসীকে শান্ত [740,71,836,89]
story-paragraph: বলা হয়, সরকার এ বিষয়ে দৃঢ়ভাবে সকলকে সতর্ক করছে। সরকার আরও স্পষ্ট করে জানায়, এক্ষেত্রে যে কোনো ধরনের অরাজকতা, বিশৃঙ্খলা বা জনশৃঙ্খলা ভঙ্গের চেষ্টা কঠোরভাবে দমন করা হবে। [640,98,936,118]
story-paragraph: জানতে চাইলে বৈষম্য বিরোধী ছাত্র আন্দোলন যশোরের সাবেক মুখ্য সংগঠক আল মামুন লিখন বলেন, খুশি হাসিনার মৃত্যুদণ্ডের রায়ে খুশি হয়েছি। তার মৃত্যুদণ্ডের রায়ের মধ্যদিয়ে ন্যায় বিচার প্রতিষ্ঠিত হয়েছে। একটাই দাবি হাসিনাকে দেশে ফিরিয়ে এনে দ্রুত রায় কার্যকর করা হোক। [340,832,534,875]
story-heading[interactable]: ঝিকরগাছায় সড়ক [383,1097,491,1116]
household-headline[interactable]: পাকা চুল যেভাবে রক্ষা করে ক্যানসার থেকে ! [31,781,321,826]
masthead [10,20,913,40]
commerce-section [20,1108,332,1484]
story-paragraph: "তাদের পরিবারের উপর অমানবিক নির্যাতন চালানো হয়েছিল। তৎকালীন সরকার প্রধান, প্রধানমন্ত্রীর প্রতিরক্ষা উপদেষ্টা, স্বরাষ্ট্রমন্ত্রী এবং সেনাপ্রধান মঈন ইউ আহমেদ সেনাসদস্য এবং তাদের পরিবারকে রক্ষা করবার কোনো রকম ব্যবস্থা গ্রহণ করেনি, বরং দুই দিন ধরে এই হত্যাযজ্ঞ ঘটতে দিয়েছিল।" [640,604,936,635]
fountain-pen-icon [50,90,90,210]
household-paragraph: ক্যানসার থেকে বেঁচে থাকা। চুল পেকে গেলে আপনার শরীর হয়তো বার্তা দিচ্ছে যে ক্ষতিগ্রস্ত কোষগুলো নিষ্ক্রিয় হয়ে গেছে। এভাবে কোষ বিভাজন থামিয়ে শরীর নিজেকে সুরক্ষিত রাখে। [28,986,176,1026]
commerce-section-bar [28,1114,303,1150]
commerce-body [28,1210,324,1488]
story-body [640,97,936,120]
editorial-paragraph: গত বুধবার ব্যবসায়ীদের শীর্ষ সংগঠন ফেডারেশন অব বাংলাদেশ চেম্বার অব কমার্স আয়োজিত ' রোজায় নিত্যপণ্যের দাম সহনীয় রাখা' শীর্ষক মতবিনিময় সভায় শঙ্কিত হওয়ার মতো বেশ কিছু তথ্য বেরিয়ে এসেছে। নিত্যপণ্যের পাইকারি বাজারে যে অপকর্ম চলছে, তারই বিশদ আলোচনা হয়েছে এই সভায়। বোঝা যাচ্ছে, সময়মতো ব্যবস্থা নেয়া না হলে অচিরেই, বিশেষ করে রমজানের আগেই, নিত্যপণ্যের বাজারে অস্থিরতা দেখা দেবে। [30,280,328,336]
story-paragraph: এসব কথা বলেন। তিনি বলেন, আমাদের পরবর্তী দায়িত্ব হচ্ছে শেখ হাসিনাকে দিল্লি থেকে ফিরিয়ে এনে ফাঁসির রায় কার্যকর করা। দ্রুত সময়ের মধ্যে শেখ হাসিনাকে বাংলাদেশে ফিরিয়ে আনতে হবে। তাকে ফাঁসিতে ঝুলিয়ে এ রায় কার্যকর করতে হবে। আজ এই রায়ের মাধ্যমে কিছুটা হলেও আমাদের আবু সাঈদ, মুগ্ধর আত্মার শান্তি পেয়েছে। রাশেল খান বলেন, হাসিনা শুধুমাত্র একা নয়, যারা ডামি এমপি ছিল, অন্যায় করেছে, যারা ছাত্রলীগ ও যুবলীগের সন্ত্রাসীদের পালন করেছে তারা গণ-অভ্যুত্থানের পরেও জনগণের কাছে ক্ষমা চায়নি। সে আওয়ামী লীগ তথা ডামি এমপিদের আমরা ক্ষমা করতে পারি না। [340,313,534,413]
